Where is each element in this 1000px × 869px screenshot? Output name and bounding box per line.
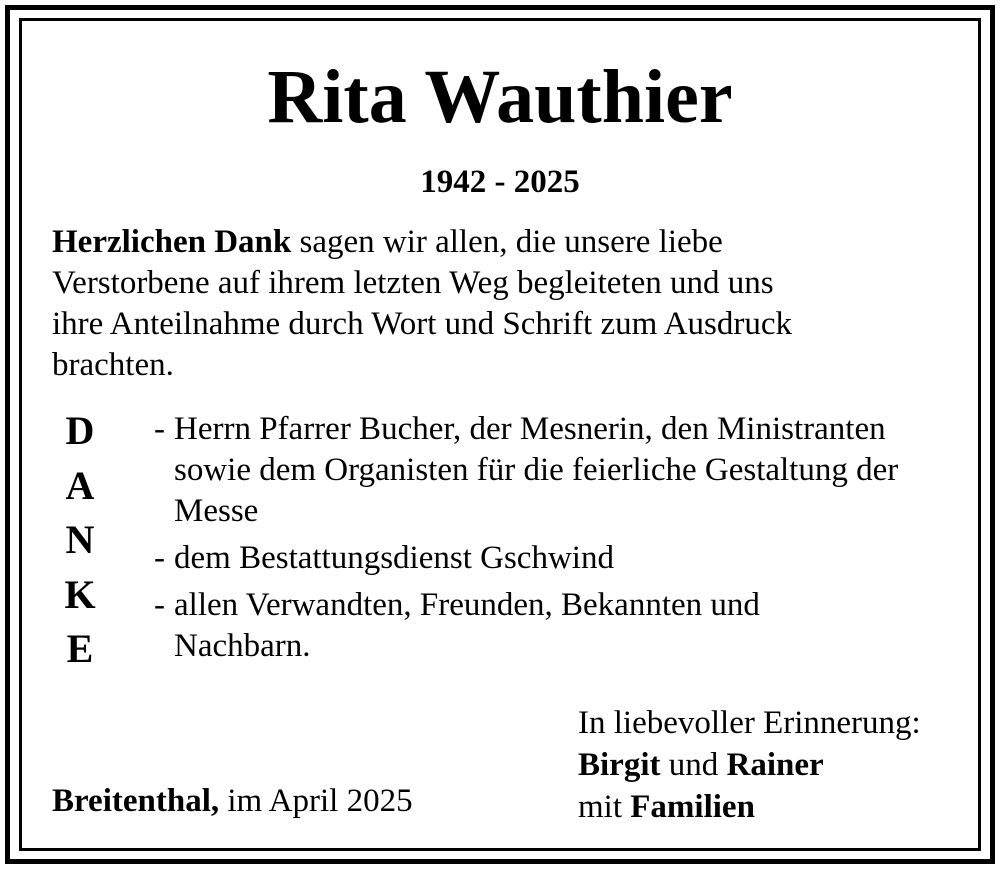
intro-line-1 [52,222,952,263]
signer-rainer: Rainer [726,747,824,783]
thanks-item-line: Messe [174,493,259,529]
signer-familien: Familien [630,789,755,825]
intro-line-1-rest: sagen wir allen, die unsere liebe [291,224,723,260]
closing-signature [578,702,958,828]
intro-line-3: ihre Anteilnahme durch Wort und Schrift zum Ausdruck [52,306,793,342]
intro-line-4: brachten. [52,347,174,383]
closing-connector: und [660,747,727,783]
thanks-item-line: dem Bestattungsdienst Gschwind [174,540,614,576]
danke-letter: A [65,462,95,508]
danke-letter: E [66,626,94,671]
thanks-item-line: sowie dem Organisten für die feierliche Gestaltung der [174,452,899,488]
thanks-item-line: Herrn Pfarrer Bucher, der Mesnerin, den Ministranten [174,411,886,447]
danke-vertical-word [40,404,120,677]
danke-letter: D [65,408,95,453]
closing-line-3 [578,786,958,828]
thank-you-text [52,222,952,386]
thanks-item-clergy [154,409,954,532]
closing-line-2 [578,744,958,786]
list-dash: - [154,540,165,576]
life-years: 1942 - 2025 [420,164,580,200]
intro-line-2: Verstorbene auf ihrem letzten Weg begleiteten und uns [52,265,774,301]
date-text: im April 2025 [219,783,413,819]
place-and-date [52,781,413,821]
thanks-item-line: Nachbarn. [174,628,311,664]
closing-mit: mit [578,789,631,825]
thanks-list [154,409,954,667]
list-dash: - [154,411,165,447]
closing-line-1: In liebevoller Erinnerung: [578,705,921,741]
signer-birgit: Birgit [578,747,661,783]
deceased-name: Rita Wauthier [267,55,733,139]
place-name: Breitenthal, [52,783,220,819]
thanks-item-line: allen Verwandten, Freunden, Bekannten und [174,587,760,623]
list-dash: - [154,587,165,623]
thanks-item-relatives [154,585,954,667]
intro-bold: Herzlichen Dank [52,224,292,260]
danke-letter: N [65,517,95,562]
danke-letter: K [64,571,96,617]
thanks-item-funeral-service [154,538,954,579]
